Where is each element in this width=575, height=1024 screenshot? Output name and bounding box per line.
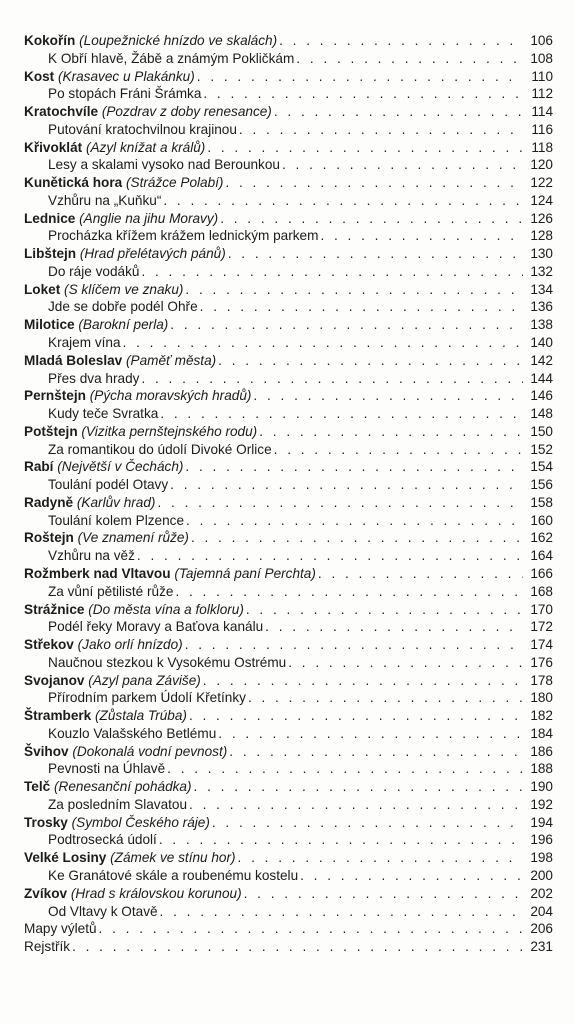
location-name: Střekov [24,637,74,653]
dot-leader [191,529,523,547]
toc-subentry [24,156,553,174]
trip-title: Krajem vína [48,335,121,351]
page-number: 202 [530,885,553,901]
toc-subentry [24,476,553,494]
location-subtitle: (S klíčem ve znaku) [64,281,184,297]
toc-entry [24,672,553,690]
location-name: Loket [24,281,61,297]
toc-entry [24,778,553,796]
page-number: 196 [530,832,553,848]
dot-leader [220,210,523,228]
location-name: Lednice [24,210,76,226]
location-subtitle: (Anglie na jihu Moravy) [79,210,219,226]
location-subtitle: (Tajemná paní Perchta) [174,565,316,581]
page-number: 198 [530,850,553,866]
trip-title: Toulání podél Otavy [48,477,169,493]
dot-leader [218,725,523,743]
page-number: 126 [530,210,553,226]
toc-subentry [24,50,553,68]
page-number: 156 [530,477,553,493]
location-subtitle: (Pýcha moravských hradů) [89,388,252,404]
dot-leader [300,867,523,885]
trip-title: Naučnou stezkou k Vysokému Ostrému [48,654,287,670]
location-subtitle: (Zůstala Trúba) [95,708,187,724]
location-name: Trosky [24,814,68,830]
toc-entry [24,565,553,583]
trip-title: Kouzlo Valašského Betlému [48,725,217,741]
location-subtitle: (Největší v Čechách) [57,459,184,475]
page-number: 204 [530,903,553,919]
dot-leader [265,618,523,636]
trip-title: Lesy a skalami vysoko nad Berounkou [48,157,280,173]
trip-title: Putování kratochvilnou krajinou [48,121,237,137]
toc-entry [24,103,553,121]
page-number: 160 [530,512,553,528]
page-number: 182 [530,708,553,724]
dot-leader [203,85,523,103]
page-number: 192 [530,796,553,812]
toc-appendix-entry [24,938,553,956]
location-subtitle: (Renesanční pohádka) [53,779,192,795]
trip-title: Od Vltavy k Otavě [48,903,158,919]
page-number: 166 [530,565,553,581]
page-number: 154 [530,459,553,475]
page-number: 174 [530,637,553,653]
dot-leader [159,831,523,849]
trip-title: Za posledním Slavatou [48,796,188,812]
location-subtitle: (Dokonalá vodní pevnost) [72,743,228,759]
page-number: 120 [530,157,553,173]
toc-subentry [24,405,553,423]
dot-leader [318,565,523,583]
dot-leader [185,458,523,476]
location-name: Rabí [24,459,54,475]
page-number: 112 [531,86,553,102]
trip-title: Vzhůru na věž [48,548,135,564]
location-name: Štramberk [24,708,92,724]
toc-subentry [24,298,553,316]
location-subtitle: (Loupežnické hnízdo ve skalách) [79,33,278,48]
location-name: Kratochvíle [24,104,99,120]
toc-entry [24,174,553,192]
dot-leader [212,814,523,832]
dot-leader [170,476,523,494]
location-subtitle: (Karlův hrad) [76,494,156,510]
location-subtitle: (Paměť města) [126,352,217,368]
dot-leader [72,938,523,956]
page-number: 132 [530,263,553,279]
page-number: 114 [531,104,553,120]
dot-leader [99,920,523,938]
toc-subentry [24,263,553,281]
page-number: 116 [531,121,553,137]
dot-leader [137,547,523,565]
location-subtitle: (Hrad s královskou korunou) [70,885,242,901]
trip-title: Po stopách Fráni Šrámka [48,86,202,102]
toc-entry [24,529,553,547]
dot-leader [274,441,523,459]
dot-leader [259,423,523,441]
toc-entry [24,316,553,334]
dot-leader [189,796,523,814]
toc-entry [24,245,553,263]
toc-subentry [24,121,553,139]
trip-title: K Obří hlavě, Žábě a známým Pokličkám [48,50,295,66]
location-subtitle: (Barokní perla) [78,317,169,333]
location-name: Rožmberk nad Vltavou [24,565,171,581]
page-number: 162 [530,530,553,546]
toc-subentry [24,618,553,636]
page-number: 200 [530,867,553,883]
dot-leader [296,50,523,68]
dot-leader [160,903,523,921]
location-subtitle: (Azyl knížat a králů) [85,139,206,155]
dot-leader [163,192,523,210]
page-number: 136 [530,299,553,315]
toc-subentry [24,583,553,601]
dot-leader [141,263,523,281]
page-number: 122 [530,175,553,191]
trip-title: Přírodním parkem Údolí Křetínky [48,690,246,706]
toc-entry [24,210,553,228]
trip-title: Podél řeky Moravy a Baťova kanálu [48,619,264,635]
dot-leader [218,352,523,370]
dot-leader [189,707,523,725]
toc-subentry [24,654,553,672]
dot-leader [123,334,523,352]
toc-subentry [24,192,553,210]
page-number: 184 [530,725,553,741]
toc-list [24,32,553,956]
location-name: Švihov [24,743,69,759]
location-name: Svojanov [24,672,85,688]
page-number: 186 [530,743,553,759]
trip-title: Toulání kolem Plzence [48,512,185,528]
dot-leader [320,227,523,245]
page-number: 124 [530,192,553,208]
toc-subentry [24,85,553,103]
location-name: Velké Losiny [24,850,107,866]
location-name: Libštejn [24,246,77,262]
toc-subentry [24,689,553,707]
toc-entry [24,814,553,832]
dot-leader [160,405,523,423]
page-number: 118 [531,139,553,155]
page-number: 128 [530,228,553,244]
toc-subentry [24,831,553,849]
dot-leader [248,689,523,707]
toc-entry [24,636,553,654]
trip-title: Ke Granátové skále a roubenému kostelu [48,867,299,883]
trip-title: Přes dva hrady [48,370,140,386]
toc-entry [24,352,553,370]
dot-leader [157,494,523,512]
toc-subentry [24,796,553,814]
toc-entry [24,707,553,725]
toc-subentry [24,760,553,778]
location-subtitle: (Do města vína a folkloru) [88,601,244,617]
toc-entry [24,885,553,903]
location-subtitle: (Jako orlí hnízdo) [77,637,183,653]
dot-leader [239,121,523,139]
page-number: 206 [530,921,553,937]
toc-subentry [24,512,553,530]
location-subtitle: (Pozdrav z doby renesance) [101,104,272,120]
toc-subentry [24,725,553,743]
toc-entry [24,32,553,50]
dot-leader [228,245,523,263]
page-number: 152 [530,441,553,457]
location-name: Potštejn [24,423,78,439]
toc-entry [24,849,553,867]
trip-title: Vzhůru na „Kuňku“ [48,192,162,208]
dot-leader [197,68,523,86]
toc-entry [24,494,553,512]
location-name: Mladá Boleslav [24,352,123,368]
page-number: 178 [530,672,553,688]
toc-entry [24,743,553,761]
page-number: 110 [531,68,553,84]
dot-leader [185,636,523,654]
dot-leader [186,512,523,530]
toc-subentry [24,227,553,245]
toc-appendix-entry [24,920,553,938]
page-number: 180 [530,690,553,706]
dot-leader [167,760,523,778]
location-name: Milotice [24,317,75,333]
toc-subentry [24,547,553,565]
page-number: 142 [530,352,553,368]
toc-entry [24,458,553,476]
location-subtitle: (Zámek ve stínu hor) [110,850,236,866]
page-number: 106 [530,33,553,48]
location-name: Telč [24,779,51,795]
trip-title: Do ráje vodáků [48,263,140,279]
location-name: Radyně [24,494,74,510]
dot-leader [229,743,523,761]
page-number: 108 [530,50,553,66]
page-number: 146 [530,388,553,404]
dot-leader [238,849,523,867]
dot-leader [279,32,523,50]
dot-leader [253,387,523,405]
page-number: 130 [530,246,553,262]
trip-title: Kudy teče Svratka [48,406,159,422]
dot-leader [194,778,523,796]
trip-title: Za romantikou do údolí Divoké Orlice [48,441,272,457]
toc-subentry [24,867,553,885]
location-name: Roštejn [24,530,74,546]
location-name: Zvíkov [24,885,68,901]
location-subtitle: (Vizitka pernštejnského rodu) [81,423,258,439]
page-number: 138 [530,317,553,333]
dot-leader [246,601,523,619]
toc-entry [24,68,553,86]
location-subtitle: (Krasavec u Plakánku) [58,68,195,84]
dot-leader [244,885,523,903]
location-subtitle: (Strážce Polabí) [125,175,224,191]
appendix-title: Rejstřík [24,939,71,955]
page-number: 172 [530,619,553,635]
toc-entry [24,601,553,619]
location-name: Křivoklát [24,139,83,155]
toc-subentry [24,441,553,459]
location-subtitle: (Symbol Českého ráje) [71,814,210,830]
trip-title: Podtrosecká údolí [48,832,157,848]
trip-title: Za vůní pětilisté růže [48,583,174,599]
dot-leader [282,156,523,174]
page-number: 140 [530,335,553,351]
trip-title: Jde se dobře podél Ohře [48,299,198,315]
dot-leader [141,370,523,388]
appendix-title: Mapy výletů [24,921,97,937]
page-number: 144 [530,370,553,386]
location-name: Kost [24,68,55,84]
dot-leader [203,672,523,690]
toc-entry [24,423,553,441]
toc-entry [24,281,553,299]
location-name: Kunětická hora [24,175,123,191]
location-subtitle: (Ve znamení růže) [77,530,189,546]
trip-title: Pevnosti na Úhlavě [48,761,166,777]
page-number: 194 [530,814,553,830]
page-number: 190 [530,779,553,795]
location-subtitle: (Azyl pana Záviše) [88,672,201,688]
dot-leader [170,316,523,334]
page-number: 231 [530,939,553,955]
toc-subentry [24,903,553,921]
toc-subentry [24,334,553,352]
toc-entry [24,139,553,157]
dot-leader [207,139,523,157]
page-number: 150 [530,423,553,439]
location-name: Strážnice [24,601,85,617]
dot-leader [274,103,523,121]
page-number: 134 [530,281,553,297]
page-number: 176 [530,654,553,670]
toc-subentry [24,370,553,388]
location-subtitle: (Hrad přelétavých pánů) [79,246,226,262]
page-number: 164 [530,548,553,564]
page-number: 148 [530,406,553,422]
page-number: 168 [530,583,553,599]
dot-leader [200,298,523,316]
toc-entry [24,387,553,405]
location-name: Kokořín [24,33,76,48]
dot-leader [185,281,523,299]
page-number: 170 [530,601,553,617]
dot-leader [225,174,523,192]
dot-leader [175,583,523,601]
dot-leader [288,654,523,672]
trip-title: Procházka křížem krážem lednickým parkem [48,228,319,244]
page-number: 158 [530,494,553,510]
page-number: 188 [530,761,553,777]
location-name: Pernštejn [24,388,86,404]
